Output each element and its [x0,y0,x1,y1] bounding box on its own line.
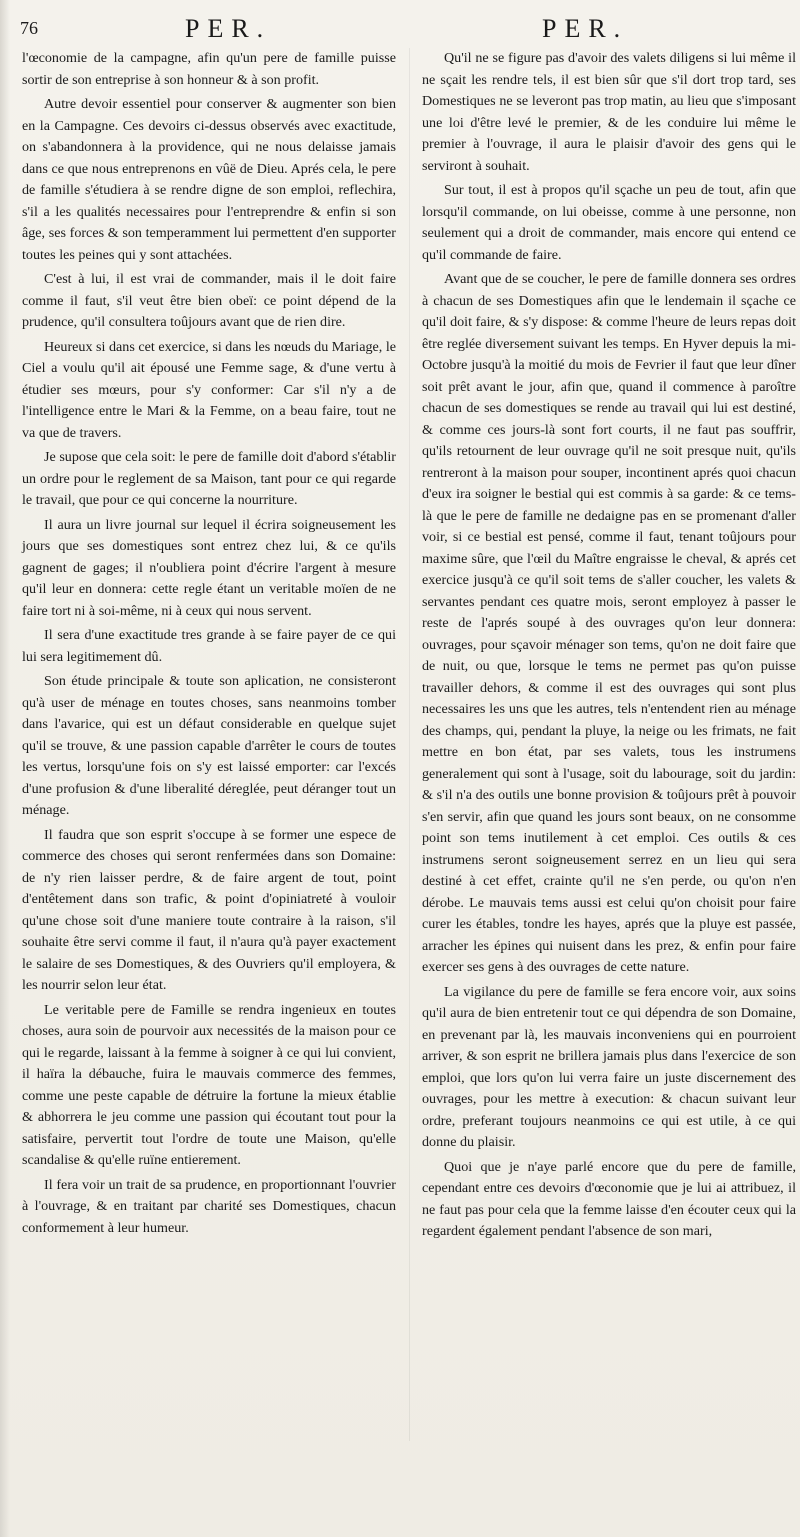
paragraph: Il fera voir un trait de sa prudence, en proportionnant l'ouvrier à l'ouvrage, & en traitant par charité ses Domestiques, chacun conformement à leur humeur. [22,1176,396,1236]
paragraph: Il aura un livre journal sur lequel il écrira soigneusement les jours que ses domestiques sont entrez chez lui, & ce qu'ils gagnent de gages; il n'oubliera point d'écrire l'argent à mesure qu'il leur en donnera: cette regle étant un veritable moïen de ne faire tort ni à soi-même, ni à ceux qui nous servent. [22,516,396,619]
paragraph: Autre devoir essentiel pour conserver & augmenter son bien en la Campagne. Ces devoirs ci-dessus observés avec exactitude, on s'abandonnera à la providence, qui ne nous delaisse jamais dans ce que nous entreprenons en vûë de Dieu. Aprés cela, le pere de famille s'étudiera à se rendre digne de son emploi, reflechira, s'il a les qualités necessaires pour l'entreprendre & enfin si son âge, ses forces & son temperamment lui permettent d'en supporter toutes les peines qui y sont attachées. [22,96,396,263]
paragraph: C'est à lui, il est vrai de commander, mais il le doit faire comme il faut, s'il veut être bien obeï: ce point dépend de la prudence, qu'il consultera toûjours avant que de rien dire. [22,271,396,330]
paragraph: Quoi que je n'aye parlé encore que du pere de famille, cependant entre ces devoirs d'œconomie que je lui ai attribuez, il ne faut pas pour cela que la femme laisse d'en écouter ceux qui la regardent également pendant l'absence de son mari, [422,1158,796,1239]
paragraph: Le veritable pere de Famille se rendra ingenieux en toutes choses, aura soin de pourvoir aux necessités de la maison pour ce qui le regarde, laissant à la femme à soigner à ce qui lui convient, il haïra la débauche, fuira le mauvais commerce des femmes, comme une peste capable de détruire la fortune la mieux établie & abhorrera le jeu comme une passion qui écoutant tout pour la satisfaire, pervertit tout l'ordre de toute une Maison, qu'elle scandalise & qu'elle ruïne entierement. [22,1001,396,1168]
left-column [22,48,396,1242]
paragraph: Il sera d'une exactitude tres grande à se faire payer de ce qui lui sera legitimement dû. [22,627,396,665]
paragraph: Son étude principale & toute son aplication, ne consisteront qu'à user de ménage en toutes choses, sans neanmoins tomber dans l'avarice, qui est un défaut considerable en quelque sujet qu'il se trouve, & une passion capable d'arrêter le cours de toutes les vertus, lorsqu'une fois on s'y est laissé emporter: car l'excés d'une profusion & d'une liberalité déreglée, peut déranger tout un ménage. [22,673,396,818]
paragraph: l'œconomie de la campagne, afin qu'un pere de famille puisse sortir de son entreprise à son honneur & à son profit. [22,50,396,88]
paragraph: Heureux si dans cet exercice, si dans les nœuds du Mariage, le Ciel a voulu qu'il ait épousé une Femme sage, & d'une vertu à étudier ses mœurs, pour s'y conformer: Car s'il n'y a de l'intelligence entre le Mari & la Femme, on a beau faire, tout ne va que de travers. [22,338,396,441]
paragraph: Qu'il ne se figure pas d'avoir des valets diligens si lui même il ne sçait les rendre tels, il est bien sûr que s'il dort trop tard, ses Domestiques ne se leveront pas trop matin, au lieu que s'imposant une loi d'être levé le premier, & de les conduire lui même le premier à l'ouvrage, il aura le plaisir d'avoir des gens qui le serviront à souhait. [422,50,796,174]
running-head-left: PER. [185,14,272,43]
paragraph: Il faudra que son esprit s'occupe à se former une espece de commerce des choses qui seront renfermées dans son Domaine: de n'y rien laisser perdre, & de faire argent de tout, point d'entêtement dans son trafic, & point d'opiniatreté à vouloir qu'une chose soit d'une maniere toute contraire à la raison, s'il souhaite être servi comme il faut, il n'aura qu'à payer exactement le salaire de ses Domestiques, & des Ouvriers qu'il employera, & les nourrir selon leur état. [22,826,396,993]
paragraph: Sur tout, il est à propos qu'il sçache un peu de tout, afin que lorsqu'il commande, on lui obeisse, comme à une personne, non seulement qui a droit de commander, mais encore qui entend ce qu'il commande de faire. [422,182,796,263]
paragraph: Je supose que cela soit: le pere de famille doit d'abord s'établir un ordre pour le reglement de sa Maison, tant pour ce qui regarde le travail, que pour ce qui concerne la nourriture. [22,449,396,508]
column-gutter [409,48,410,1441]
paragraph: La vigilance du pere de famille se fera encore voir, aux soins qu'il aura de bien entretenir tout ce qui dépendra de son Domaine, en prevenant par là, les mauvais inconveniens qui en pourroient arriver, & son esprit ne brillera jamais plus dans l'exercice de son emploi, que lors qu'on lui verra faire un juste discernement des ouvrages, pour les mettre à execution: & chacun suivant leur ordre, preferant toujours neanmoins ce qui est utile, à ce qui donne du plaisir. [422,983,796,1150]
running-head-right: PER. [542,14,629,43]
page-number: 76 [20,18,38,38]
page-spine-shadow [0,0,10,1537]
paragraph: Avant que de se coucher, le pere de famille donnera ses ordres à chacun de ses Domestiques afin que le lendemain il sçache ce qu'il doit faire, & s'y dispose: & comme l'heure de leurs repas doit être reglée diversement suivant les temps. En Hyver depuis la mi-Octobre jusqu'à la moitié du mois de Fevrier il faut que leur dîner soit prêt avant le jour, afin que, quand il commence à paroître chacun de ses domestiques se rende au travail qui lui est destiné, & comme ces jours-là sont fort courts, il ne faut pas souffrir, qu'ils retournent de leur ouvrage qu'il ne soit presque nuit, qu'ils rentreront à la maison pour souper, incontinent aprés quoi chacun d'eux ira soigner le bestial qui est commis à sa garde: & ce tems-là que le pere de famille ne dedaigne pas en se promenant d'aller voir, si ce bestial est pensé, comme il faut, tenant toûjours pour maxime sûre, que l'œil du Maître engraisse le cheval, & aprés cet exercice jusqu'à ce qu'il soit tems de s'aller coucher, les valets & servantes pendant ces quatre mois, seront employez à passer le reste de l'aprés soupé à des ouvrages qu'on leur donnera: ouvrages, pour sçavoir ménager son tems, qu'on ne doit faire que de nuit, ou que, lorsque le tems ne permet pas qu'on puisse travailler dehors, & comme il est des ouvrages qui sont plus necessaires les uns que les autres, tels n'entendent rien au ménage des champs, qui, pendant la pluye, la neige ou les frimats, ne fait mettre en bon état, par ses valets, tous les instrumens generalement qui sont à l'usage, soit du labourage, soit du jardin: & s'il n'a des outils une bonne provision & toûjours prêt à pouvoir s'en servir, afin que quand les jours sont beaux, on ne consomme point son tems inutilement à cet emploi. Ces outils & ces instrumens seront soigneusement serrez en un lieu qui sera destiné à cet effet, crainte qu'il ne s'en perde, ou qu'on n'en dérobe. Le mauvais tems aussi est celui qu'on choisit pour faire curer les étables, tondre les hayes, aprés que la pluye est passée, arracher les épines qui nuisent dans les prez, & enfin pour faire exercer ses gens à des ouvrages de cette nature. [422,271,796,975]
right-column [422,48,796,1246]
